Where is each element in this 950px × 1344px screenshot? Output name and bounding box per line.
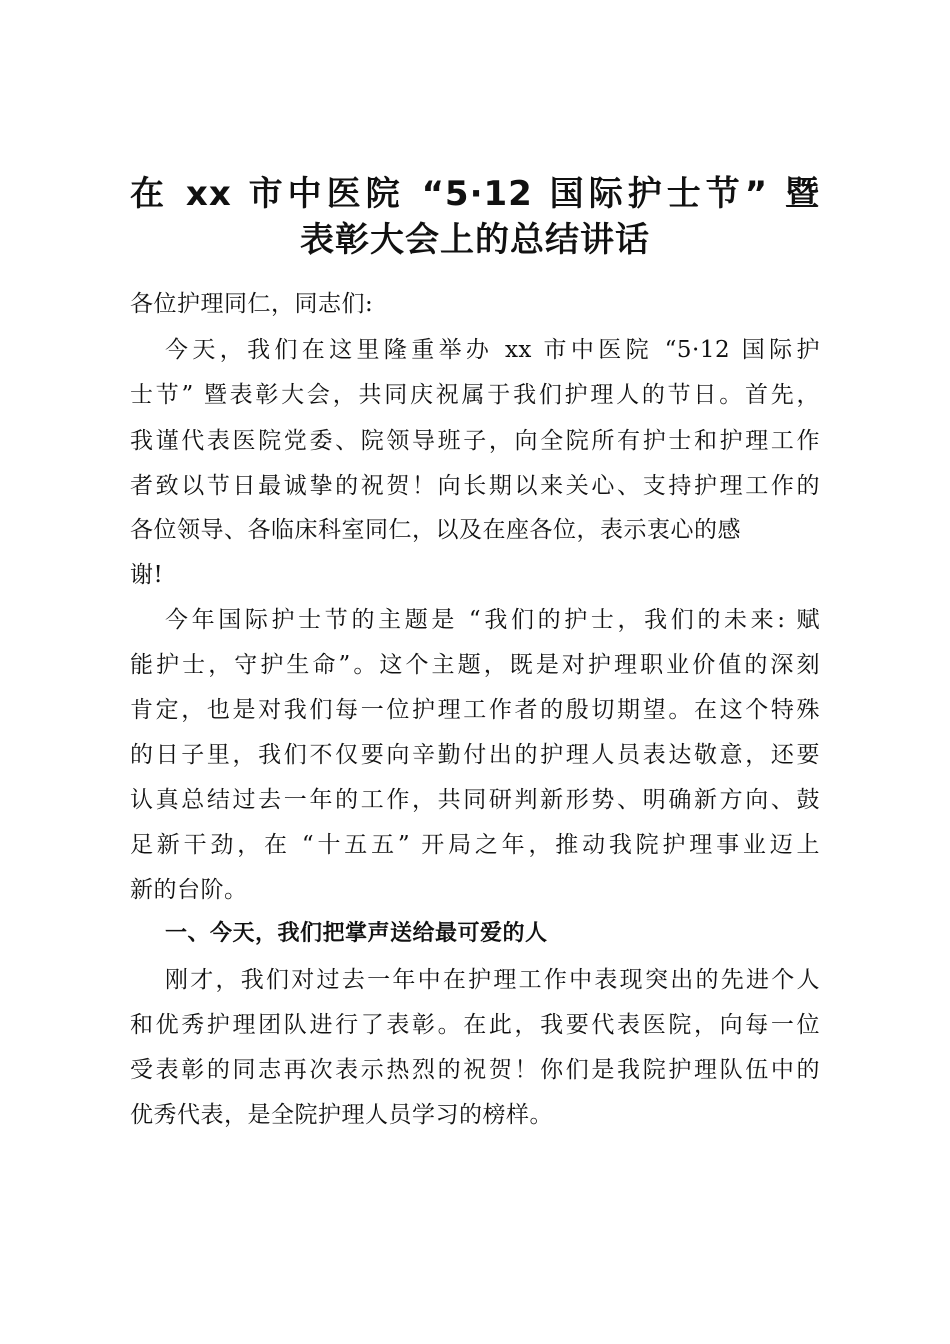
paragraph-line: 肯定，也是对我们每一位护理工作者的殷切期望。在这个特殊 — [130, 697, 820, 723]
paragraph-line: 今天，我们在这里隆重举办 xx 市中医院 “5·12 国际护 — [165, 337, 820, 363]
paragraph-line: 优秀代表，是全院护理人员学习的榜样。 — [130, 1102, 553, 1128]
document-title-line-1: 在 xx 市中医院 “5·12 国际护士节” 暨 — [130, 174, 820, 214]
paragraph-line: 谢! — [130, 562, 164, 588]
paragraph-line: 能护士，守护生命”。这个主题，既是对护理职业价值的深刻 — [130, 652, 820, 678]
document-title-line-2: 表彰大会上的总结讲话 — [300, 220, 650, 260]
paragraph-line: 刚才，我们对过去一年中在护理工作中表现突出的先进个人 — [165, 967, 820, 993]
paragraph-line: 者致以节日最诚挚的祝贺！向长期以来关心、支持护理工作的 — [130, 473, 820, 499]
paragraph-line: 我谨代表医院党委、院领导班子，向全院所有护士和护理工作 — [130, 428, 820, 454]
paragraph-line: 受表彰的同志再次表示热烈的祝贺！你们是我院护理队伍中的 — [130, 1057, 820, 1083]
paragraph-line: 今年国际护士节的主题是 “我们的护士，我们的未来: 赋 — [165, 607, 820, 633]
section-heading: 一、今天，我们把掌声送给最可爱的人 — [165, 921, 548, 946]
paragraph-line: 士节” 暨表彰大会，共同庆祝属于我们护理人的节日。首先， — [130, 382, 820, 408]
paragraph-line: 各位领导、各临床科室同仁，以及在座各位，表示衷心的感 — [130, 517, 741, 543]
paragraph-line: 足新干劲，在 “十五五” 开局之年，推动我院护理事业迈上 — [130, 832, 820, 858]
paragraph-line: 的日子里，我们不仅要向辛勤付出的护理人员表达敬意，还要 — [130, 742, 820, 768]
salutation: 各位护理同仁，同志们: — [130, 291, 374, 317]
paragraph-line: 和优秀护理团队进行了表彰。在此，我要代表医院，向每一位 — [130, 1012, 820, 1038]
paragraph-line: 认真总结过去一年的工作，共同研判新形势、明确新方向、鼓 — [130, 787, 820, 813]
paragraph-line: 新的台阶。 — [130, 877, 248, 903]
